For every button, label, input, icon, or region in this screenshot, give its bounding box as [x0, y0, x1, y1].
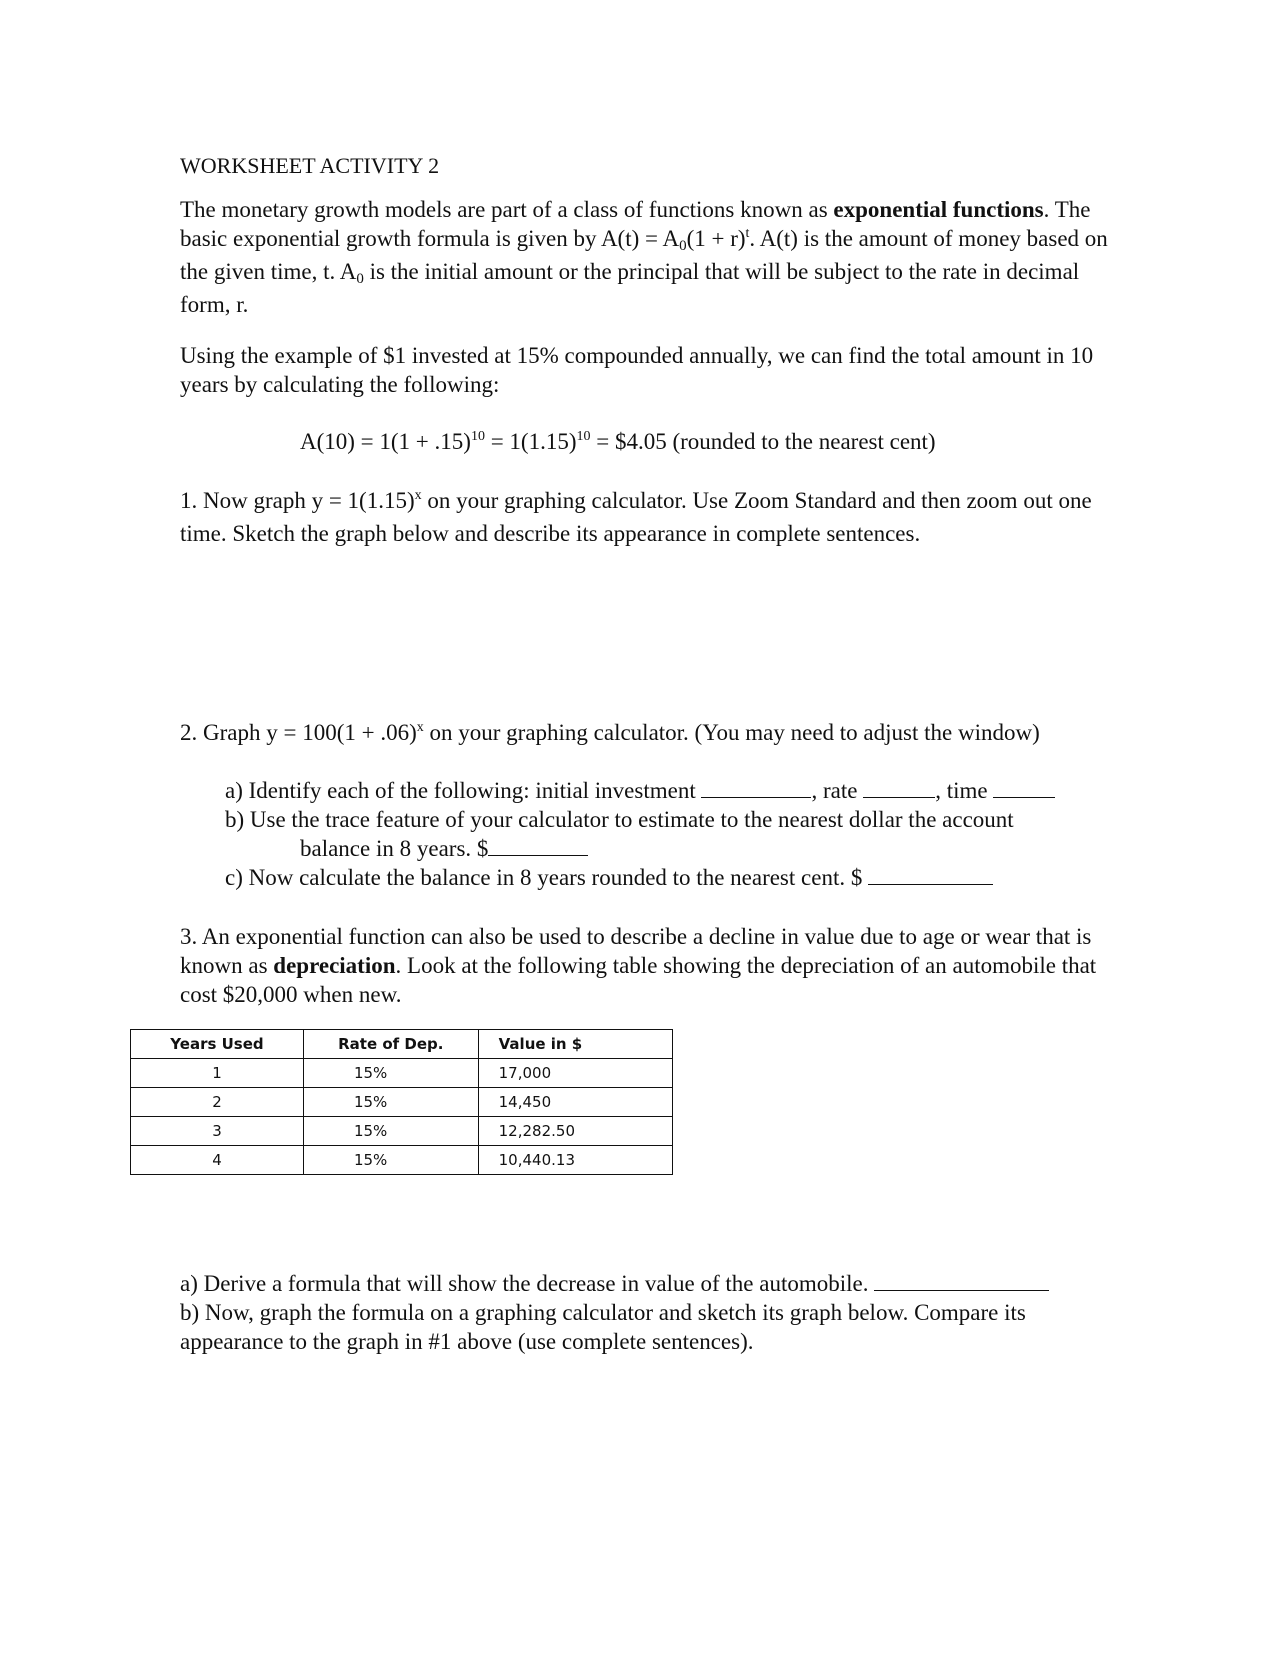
- table-row: [131, 1146, 673, 1175]
- intro-paragraph: The monetary growth models are part of a class of functions known as exponential functions. The basic exponential growth formula is given by $A(t) = A_0(1 + r)^t$. A(t) is the amount of money based on the given time, t. $A_0$ is the initial amount or the principal that will be subject to the rate in decimal form, r.: [180, 197, 1108, 317]
- question-2b: b) Use the trace feature of your calculator to estimate to the nearest dollar the account: [225, 807, 1014, 832]
- question-1: 1. Now graph $y = 1(1.15)^x$ on your graphing calculator. Use Zoom Standard and then zoom out one time. Sketch the graph below and describe its appearance in complete sentences.: [180, 488, 1092, 546]
- cell-years: 2: [131, 1088, 304, 1117]
- balance-exact-blank[interactable]: [868, 864, 993, 885]
- header-years-used: Years Used: [131, 1030, 304, 1059]
- depreciation-table: [130, 1029, 673, 1175]
- example-equation: $A(10) = 1(1 + .15)^{10} = 1(1.15)^{10}$ = $4.05 (rounded to the nearest cent): [300, 429, 936, 454]
- term-exponential-functions: exponential functions: [833, 197, 1044, 222]
- page-title: WORKSHEET ACTIVITY 2: [180, 153, 440, 178]
- time-blank[interactable]: [993, 777, 1055, 798]
- cell-rate: 15%: [303, 1059, 478, 1088]
- rate-blank[interactable]: [863, 777, 935, 798]
- question-2c: c) Now calculate the balance in 8 years rounded to the nearest cent. $: [225, 863, 993, 892]
- question-2: 2. Graph $y = 100(1 + .06)^x$ on your graphing calculator. (You may need to adjust the window): [180, 720, 1040, 745]
- question-2b-continued: balance in 8 years. $: [300, 834, 588, 863]
- cell-value: 12,282.50: [478, 1117, 672, 1146]
- cell-years: 3: [131, 1117, 304, 1146]
- cell-years: 4: [131, 1146, 304, 1175]
- question-3a: a) Derive a formula that will show the decrease in value of the automobile.: [180, 1269, 1049, 1298]
- header-value: Value in $: [478, 1030, 672, 1059]
- cell-rate: 15%: [303, 1117, 478, 1146]
- question-3: 3. An exponential function can also be used to describe a decline in value due to age or wear that is known as depreciation. Look at the following table showing the depreciation of an automobile that cost $20,000 when new.: [180, 924, 1097, 1007]
- question-2a: a) Identify each of the following: initial investment , rate , time: [225, 776, 1055, 805]
- table-header-row: [131, 1030, 673, 1059]
- cell-value: 10,440.13: [478, 1146, 672, 1175]
- header-rate-of-dep: Rate of Dep.: [303, 1030, 478, 1059]
- formula-blank[interactable]: [874, 1270, 1049, 1291]
- table-row: [131, 1117, 673, 1146]
- table-row: [131, 1088, 673, 1117]
- cell-rate: 15%: [303, 1146, 478, 1175]
- question-3b: b) Now, graph the formula on a graphing calculator and sketch its graph below. Compare its appearance to the graph in #1 above (use complete sentences).: [180, 1300, 1026, 1354]
- cell-value: 14,450: [478, 1088, 672, 1117]
- cell-value: 17,000: [478, 1059, 672, 1088]
- term-depreciation: depreciation: [273, 953, 396, 978]
- balance-estimate-blank[interactable]: [488, 835, 588, 856]
- cell-rate: 15%: [303, 1088, 478, 1117]
- table-row: [131, 1059, 673, 1088]
- initial-investment-blank[interactable]: [701, 777, 811, 798]
- example-paragraph: Using the example of $1 invested at 15% compounded annually, we can find the total amount in 10 years by calculating the following:: [180, 343, 1094, 397]
- cell-years: 1: [131, 1059, 304, 1088]
